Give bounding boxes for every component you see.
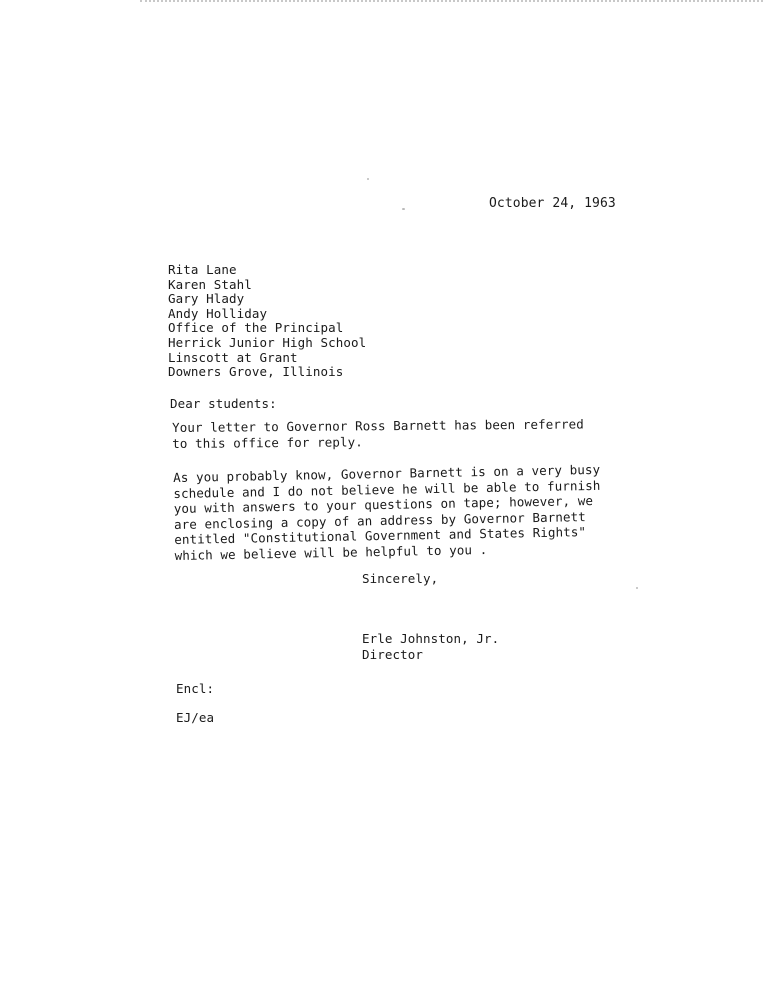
salutation: Dear students: [170,396,277,411]
recipient-line: Rita Lane [168,262,237,277]
recipient-line: Office of the Principal [168,320,344,336]
scan-speck [636,587,638,589]
recipient-line: Herrick Junior High School [168,334,367,350]
recipient-line: Linscott at Grant [168,349,298,365]
signer-name: Erle Johnston, Jr. [362,631,500,646]
page-top-dotted-edge [140,0,763,2]
scan-speck [367,178,369,180]
recipient-line: Karen Stahl [168,276,252,292]
scan-speck [402,208,405,210]
recipient-line: Downers Grove, Illinois [168,364,344,380]
body-paragraph-2: As you probably know, Governor Barnett is on a very busy schedule and I do not believe he will be able to furnish you with answers to your questions on tape; however, we are enclosing a copy of an address by Governor Barnett entitled "Constitutional Government and States Rights" which we believe will be helpful to you . [173,461,601,563]
complimentary-closing: Sincerely, [362,571,439,586]
enclosure-notation: Encl: [176,681,215,696]
signer-title: Director [362,647,424,662]
recipient-line: Andy Holliday [168,305,268,321]
recipient-line: Gary Hlady [168,291,245,307]
signature-block [362,631,499,663]
body-paragraph-1: Your letter to Governor Ross Barnett has been referred to this office for reply. [172,416,584,451]
letter-date: October 24, 1963 [489,196,616,211]
reference-initials: EJ/ea [176,710,215,725]
recipient-address-block [168,263,366,380]
